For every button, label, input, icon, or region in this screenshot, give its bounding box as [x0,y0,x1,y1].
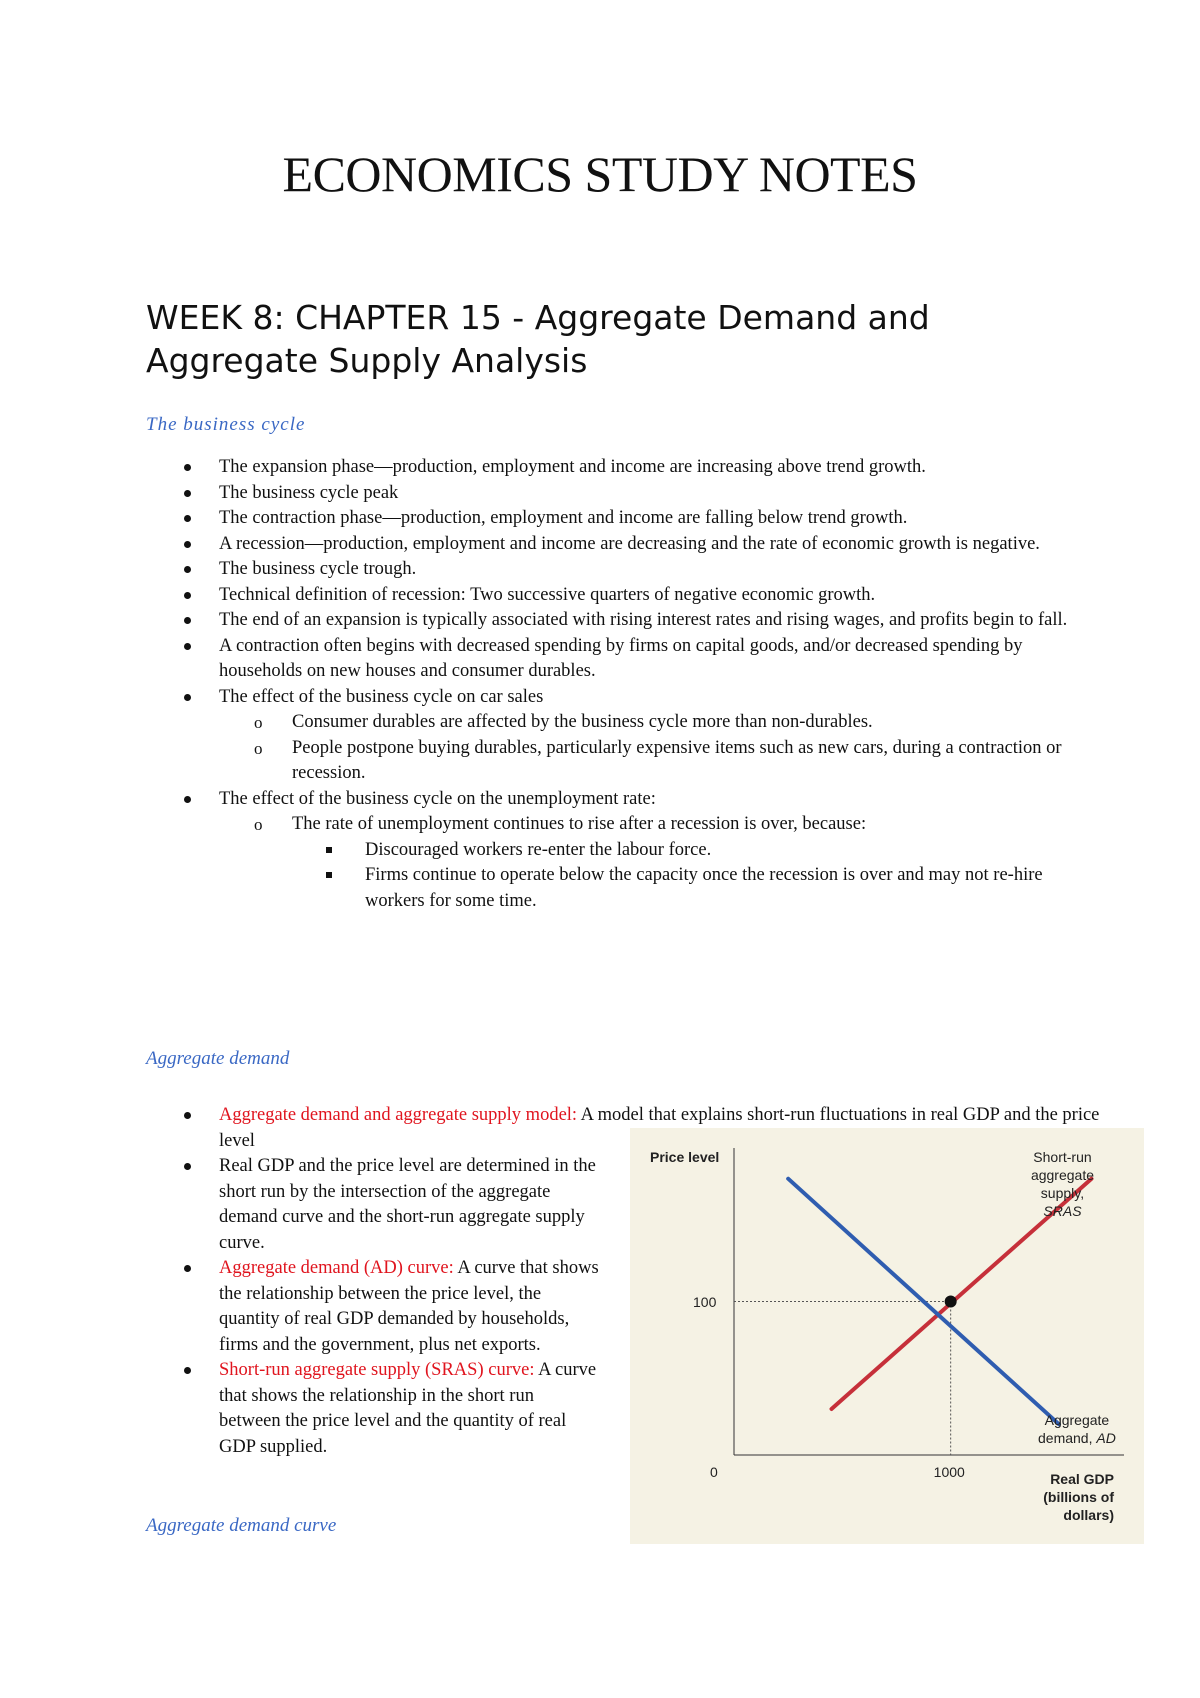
bullet-icon [184,1265,191,1272]
y-tick-label: 100 [693,1293,717,1310]
list-item: Technical definition of recession: Two successive quarters of negative economic growth. [146,583,1076,609]
x-tick-label: 0 [710,1464,718,1480]
square-bullet-icon [326,872,332,878]
circle-bullet-icon: o [254,738,263,758]
bullet-icon [184,464,191,471]
sub-list-item: o People postpone buying durables, particularly expensive items such as new cars, during a contraction or recession. [254,737,1062,783]
bullet-icon [184,515,191,522]
sub-list-item: o The rate of unemployment continues to rise after a recession is over, because: Discouraged workers re-enter the labour force. Firms continue to operate below the capacity once the recession is over and may not re-hire workers for some time. [219,812,1076,914]
circle-bullet-icon: o [254,815,263,834]
bullet-icon [184,643,191,650]
list-item: The end of an expansion is typically associated with rising interest rates and rising wages, and profits begin to fall. [146,608,1076,634]
ad-legend-label: Aggregate demand, AD [1038,1412,1116,1446]
bullet-icon [184,1112,191,1119]
bullet-icon [184,796,191,803]
bullet-icon [184,541,191,548]
circle-bullet-icon: o [254,713,263,732]
bullet-icon [184,617,191,624]
list-item: The expansion phase—production, employment and income are increasing above trend growth. [146,455,1076,481]
sras-legend-label: Short-run aggregate supply, SRAS [1030,1149,1094,1219]
x-tick-label: 1000 [933,1464,965,1480]
y-axis-label: Price level [650,1149,720,1165]
list-item: The contraction phase—production, employment and income are falling below trend growth. [146,506,1076,532]
section-heading-aggregate-demand-curve: Aggregate demand curve [146,1515,337,1536]
list-item: Short-run aggregate supply (SRAS) curve: A curve that shows the relationship in the short run between the price level and the quantity of real GDP supplied. [146,1358,599,1460]
bullet-icon [184,592,191,599]
unemployment-subsublist [292,838,1076,915]
bullet-icon [184,566,191,573]
subsub-list-item: Discouraged workers re-enter the labour force. [292,838,1076,864]
ad-curve [788,1179,1059,1425]
list-item: The effect of the business cycle on the unemployment rate: o The rate of unemployment continues to rise after a recession is over, because: Discouraged workers re-enter the labour force. Firms continue to operate below the capacity once the recession is over and may not re-hire workers for some time. [146,787,1076,915]
list-item: The business cycle trough. [146,557,1076,583]
car-sales-sublist [219,710,1076,787]
x-axis-label: Real GDP (billions of dollars) [1043,1471,1114,1523]
bullet-icon [184,490,191,497]
bullet-icon [184,1367,191,1374]
section-heading-business-cycle: The business cycle [146,414,306,435]
list-item: Aggregate demand (AD) curve: A curve that shows the relationship between the price level, the quantity of real GDP demanded by households, firms and the government, plus net exports. [146,1256,599,1358]
page-title: ECONOMICS STUDY NOTES [282,146,918,202]
list-item: The business cycle peak [146,481,1076,507]
bullet-icon [184,1163,191,1170]
list-item: Real GDP and the price level are determined in the short run by the intersection of the aggregate demand curve and the short-run aggregate supply curve. [146,1154,599,1256]
equilibrium-point [945,1296,957,1308]
square-bullet-icon [326,847,332,853]
unemployment-sublist [219,812,1076,914]
list-item: A recession—production, employment and income are decreasing and the rate of economic growth is negative. [146,532,1076,558]
list-item: The effect of the business cycle on car sales o Consumer durables are affected by the business cycle more than non-durables. o People postpone buying durables, particularly expensive items such as new cars, during a contraction or recession. [146,685,1076,787]
section-heading-aggregate-demand: Aggregate demand [146,1048,290,1069]
list-item: A contraction often begins with decreased spending by firms on capital goods, and/or decreased spending by households on new houses and consumer durables. [146,634,1076,685]
business-cycle-list [146,455,1076,914]
bullet-icon [184,694,191,701]
week-heading: WEEK 8: CHAPTER 15 - Aggregate Demand and Aggregate Supply Analysis [146,298,930,380]
sub-list-item: o Consumer durables are affected by the business cycle more than non-durables. [219,710,1076,736]
ad-as-chart [630,1128,1144,1544]
list-item: Aggregate demand and aggregate supply model: A model that explains short-run fluctuations in real GDP and the price level [146,1103,1139,1154]
subsub-list-item: Firms continue to operate below the capacity once the recession is over and may not re-hire workers for some time. [292,863,1076,914]
